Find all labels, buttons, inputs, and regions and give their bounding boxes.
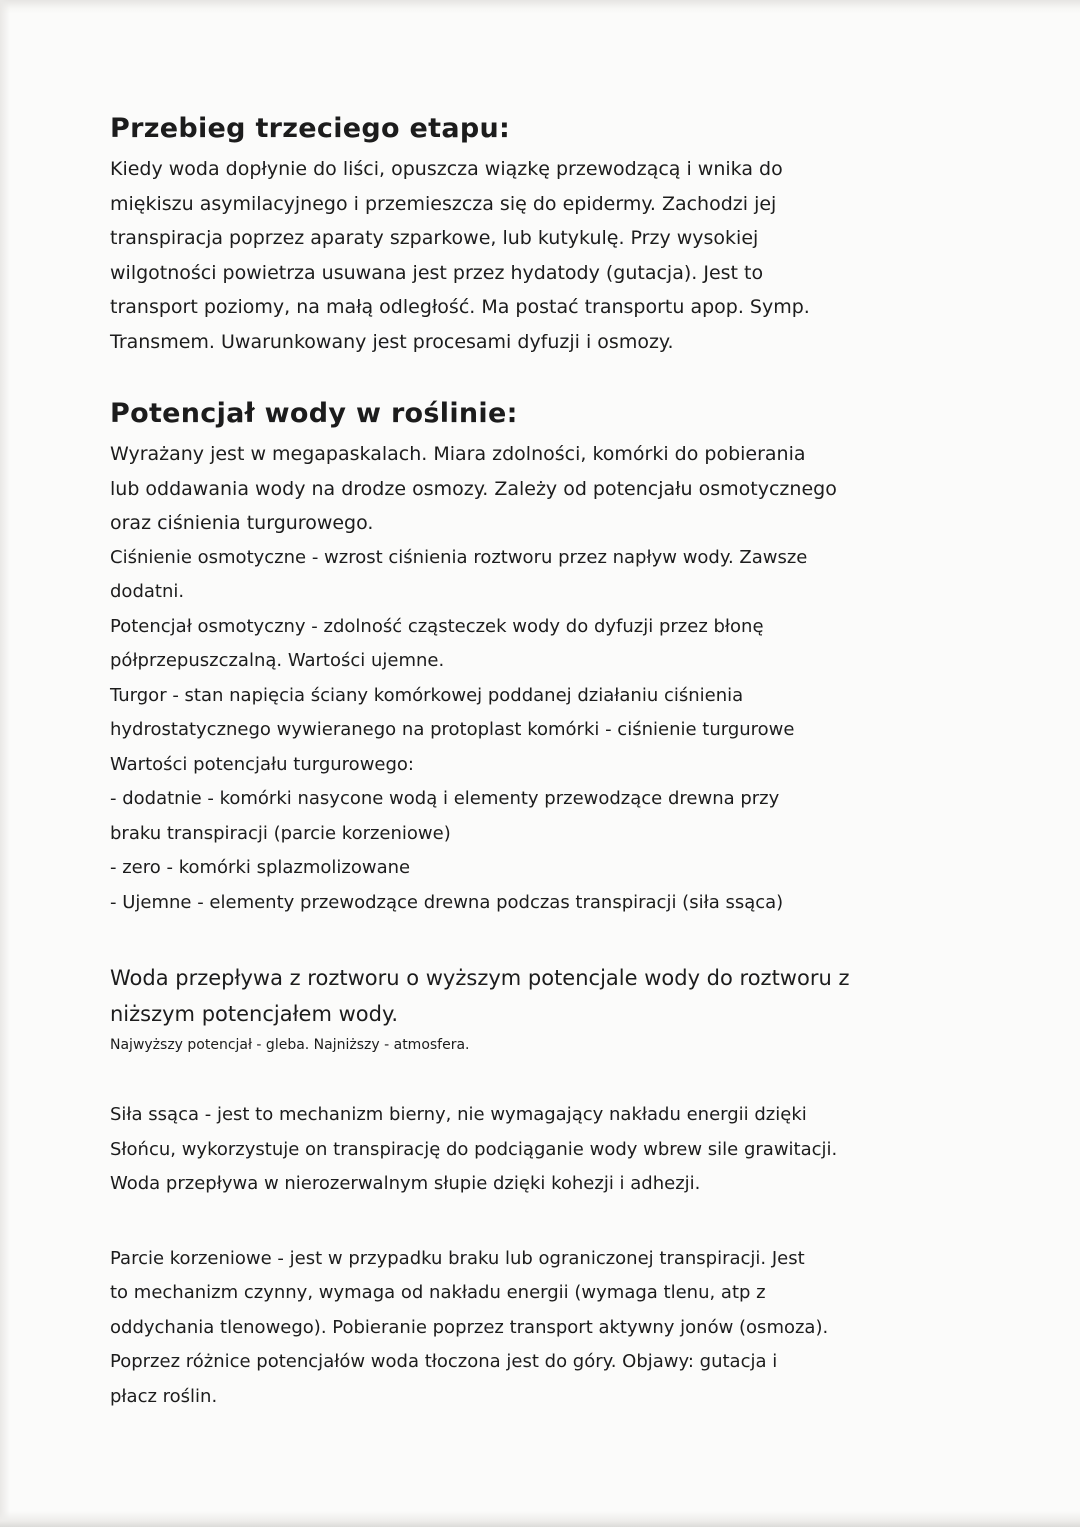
text-line: wilgotności powietrza usuwana jest przez hydatody (gutacja). Jest to <box>110 261 764 284</box>
text-line: Kiedy woda dopłynie do liści, opuszcza wiązkę przewodzącą i wnika do <box>110 158 783 180</box>
document-body <box>110 112 990 1414</box>
text-line: Słońcu, wykorzystuje on transpirację do podciąganie wody wbrew sile grawitacji. <box>110 1138 838 1160</box>
section-heading: Przebieg trzeciego etapu: <box>110 113 511 144</box>
page-bottom-edge <box>0 1511 1080 1527</box>
text-line: Wyrażany jest w megapaskalach. Miara zdolności, komórki do pobierania <box>110 443 806 465</box>
text-line: Woda przepływa w nierozerwalnym słupie dzięki kohezji i adhezji. <box>110 1173 701 1194</box>
text-line: Woda przepływa z roztworu o wyższym potencjale wody do roztworu z <box>110 966 850 990</box>
spacer <box>110 1058 990 1098</box>
text-line: Poprzez różnice potencjałów woda tłoczona jest do góry. Objawy: gutacja i <box>110 1351 778 1372</box>
list-item: - Ujemne - elementy przewodzące drewna podczas transpiracji (siła ssąca) <box>110 891 784 913</box>
spacer <box>110 1202 990 1242</box>
text-line: Wartości potencjału turgurowego: <box>110 753 414 775</box>
spacer <box>110 359 990 397</box>
text-line: miękiszu asymilacyjnego i przemieszcza się do epidermy. Zachodzi jej <box>110 192 777 215</box>
text-line: transpiracja poprzez aparaty szparkowe, lub kutykulę. Przy wysokiej <box>110 227 759 249</box>
section-suction-force <box>110 1098 990 1202</box>
page-top-edge <box>0 0 1080 14</box>
text-line: półprzepuszczalną. Wartości ujemne. <box>110 650 445 671</box>
section-water-flow <box>110 960 990 1058</box>
text-line: hydrostatycznego wywieranego na protoplast komórki - ciśnienie turgurowe <box>110 719 795 740</box>
spacer <box>110 920 990 960</box>
section-water-potential <box>110 397 990 920</box>
list-item: braku transpiracji (parcie korzeniowe) <box>110 822 451 844</box>
text-line: lub oddawania wody na drodze osmozy. Zależy od potencjału osmotycznego <box>110 477 837 500</box>
text-line: Parcie korzeniowe - jest w przypadku braku lub ograniczonej transpiracji. Jest <box>110 1247 805 1269</box>
page-left-edge <box>0 0 10 1527</box>
note-line: Najwyższy potencjał - gleba. Najniższy - atmosfera. <box>110 1037 470 1053</box>
text-line: dodatni. <box>110 581 185 602</box>
list-item: - zero - komórki splazmolizowane <box>110 857 411 878</box>
text-line: Transmem. Uwarunkowany jest procesami dyfuzji i osmozy. <box>110 330 674 353</box>
list-item: - dodatnie - komórki nasycone wodą i elementy przewodzące drewna przy <box>110 788 780 809</box>
text-line: transport poziomy, na małą odległość. Ma postać transportu apop. Symp. <box>110 296 810 318</box>
text-line: oraz ciśnienia turgurowego. <box>110 512 374 534</box>
section-heading: Potencjał wody w roślinie: <box>110 398 518 429</box>
section-third-stage <box>110 112 990 359</box>
text-line: Potencjał osmotyczny - zdolność cząsteczek wody do dyfuzji przez błonę <box>110 615 764 637</box>
section-root-pressure <box>110 1242 990 1415</box>
text-line: Turgor - stan napięcia ściany komórkowej poddanej działaniu ciśnienia <box>110 684 744 706</box>
text-line: niższym potencjałem wody. <box>110 1002 399 1026</box>
text-line: oddychania tlenowego). Pobieranie poprzez transport aktywny jonów (osmoza). <box>110 1316 829 1338</box>
text-line: Ciśnienie osmotyczne - wzrost ciśnienia roztworu przez napływ wody. Zawsze <box>110 546 808 568</box>
text-line: Siła ssąca - jest to mechanizm bierny, nie wymagający nakładu energii dzięki <box>110 1104 807 1125</box>
text-line: to mechanizm czynny, wymaga od nakładu energii (wymaga tlenu, atp z <box>110 1282 766 1303</box>
text-line: płacz roślin. <box>110 1385 218 1407</box>
